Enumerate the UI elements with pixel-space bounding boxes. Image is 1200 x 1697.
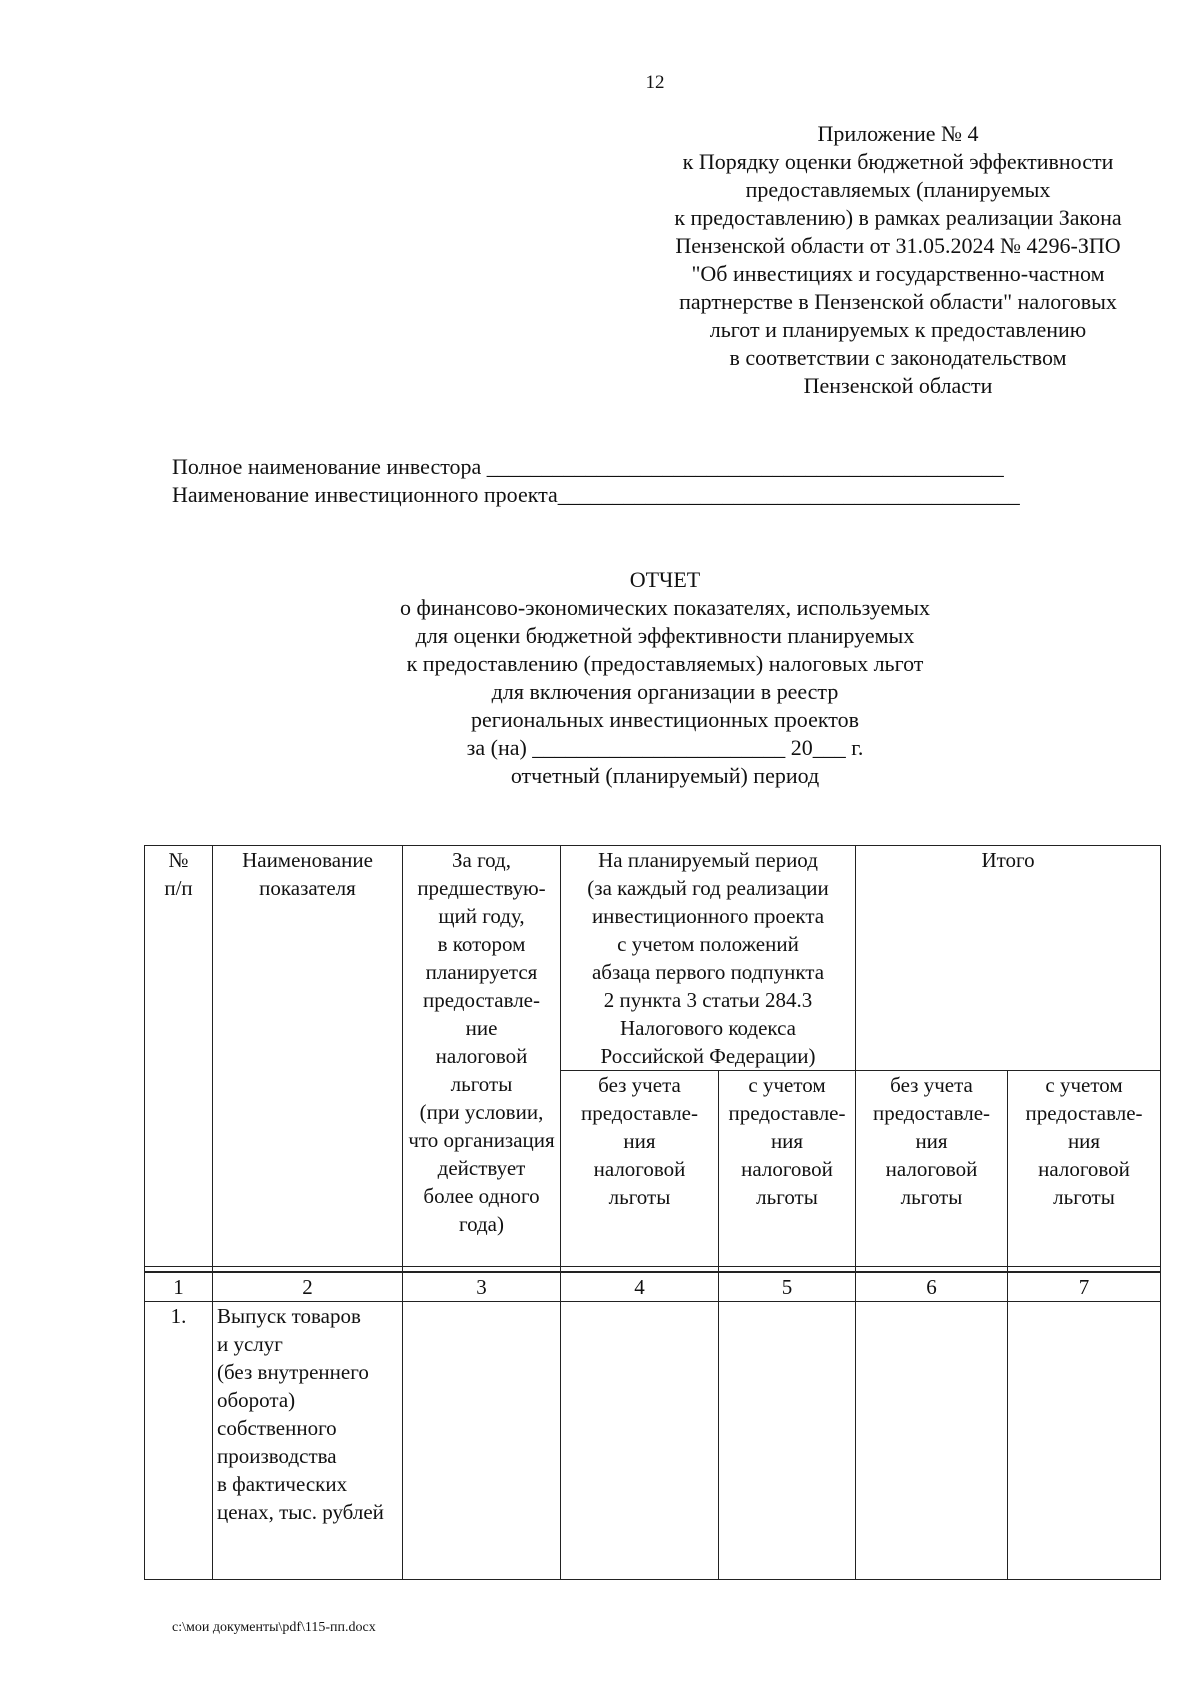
header-name: Наименование показателя: [213, 846, 403, 1267]
column-number: 7: [1008, 1272, 1161, 1302]
appendix-line: "Об инвестициях и государственно-частном: [691, 261, 1105, 286]
row-value-cell[interactable]: [719, 1302, 856, 1580]
column-number: 4: [561, 1272, 719, 1302]
row-value-cell[interactable]: [1008, 1302, 1161, 1580]
row-value-cell[interactable]: [856, 1302, 1008, 1580]
appendix-line: в соответствии с законодательством: [729, 345, 1067, 370]
header-planned-with: с учетом предоставле- ния налоговой льготы: [719, 1071, 856, 1267]
page-number: 12: [645, 72, 665, 93]
appendix-line: к Порядку оценки бюджетной эффективности: [682, 149, 1114, 174]
investor-fields: [172, 453, 1020, 509]
column-numbers-row: [145, 1272, 1161, 1302]
header-prev-year: За год, предшествую- щий году, в котором планируется предоставле- ние налоговой льготы (при условии, что организация действует более одного года): [403, 846, 561, 1267]
report-period-line[interactable]: за (на) _______________________ 20___ г.: [466, 735, 864, 760]
appendix-line: льгот и планируемых к предоставлению: [709, 317, 1087, 342]
header-planned-without: без учета предоставле- ния налоговой льготы: [561, 1071, 719, 1267]
report-title-line: для оценки бюджетной эффективности планируемых: [415, 623, 915, 648]
project-name-field[interactable]: Наименование инвестиционного проекта__________________________________________: [172, 482, 1020, 507]
table-row: [145, 1302, 1161, 1580]
report-heading: ОТЧЕТ: [629, 567, 701, 592]
row-value-cell[interactable]: [561, 1302, 719, 1580]
header-planned-period: На планируемый период (за каждый год реализации инвестиционного проекта с учетом положений абзаца первого подпункта 2 пункта 3 статьи 284.3 Налогового кодекса Российской Федерации): [561, 846, 856, 1071]
file-path-footer: c:\мои документы\pdf\115-пп.docx: [172, 1620, 376, 1635]
column-number: 1: [145, 1272, 213, 1302]
appendix-line: предоставляемых (планируемых: [745, 177, 1051, 202]
header-total: Итого: [856, 846, 1161, 1071]
header-total-without: без учета предоставле- ния налоговой льготы: [856, 1071, 1008, 1267]
report-title: [280, 566, 1050, 790]
header-total-with: с учетом предоставле- ния налоговой льготы: [1008, 1071, 1161, 1267]
appendix-line: Пензенской области от 31.05.2024 № 4296-ЗПО: [675, 233, 1121, 258]
column-number: 3: [403, 1272, 561, 1302]
appendix-line: Пензенской области: [803, 373, 993, 398]
appendix-line: к предоставлению) в рамках реализации Закона: [674, 205, 1122, 230]
row-num: 1.: [145, 1302, 213, 1580]
report-title-line: региональных инвестиционных проектов: [471, 707, 859, 732]
column-number: 2: [213, 1272, 403, 1302]
report-period-caption: отчетный (планируемый) период: [510, 763, 820, 788]
row-value-cell[interactable]: [403, 1302, 561, 1580]
investor-name-field[interactable]: Полное наименование инвестора _______________________________________________: [172, 454, 1004, 479]
column-number: 5: [719, 1272, 856, 1302]
indicators-table: [144, 845, 1161, 1580]
appendix-line: Приложение № 4: [817, 121, 979, 146]
column-number: 6: [856, 1272, 1008, 1302]
report-title-line: для включения организации в реестр: [491, 679, 839, 704]
report-title-line: о финансово-экономических показателях, используемых: [399, 595, 931, 620]
header-num: № п/п: [145, 846, 213, 1267]
report-title-line: к предоставлению (предоставляемых) налоговых льгот: [406, 651, 924, 676]
row-name: Выпуск товаров и услуг (без внутреннего оборота) собственного производства в фактических ценах, тыс. рублей: [213, 1302, 403, 1580]
appendix-header: [628, 120, 1168, 400]
appendix-line: партнерстве в Пензенской области" налоговых: [679, 289, 1117, 314]
